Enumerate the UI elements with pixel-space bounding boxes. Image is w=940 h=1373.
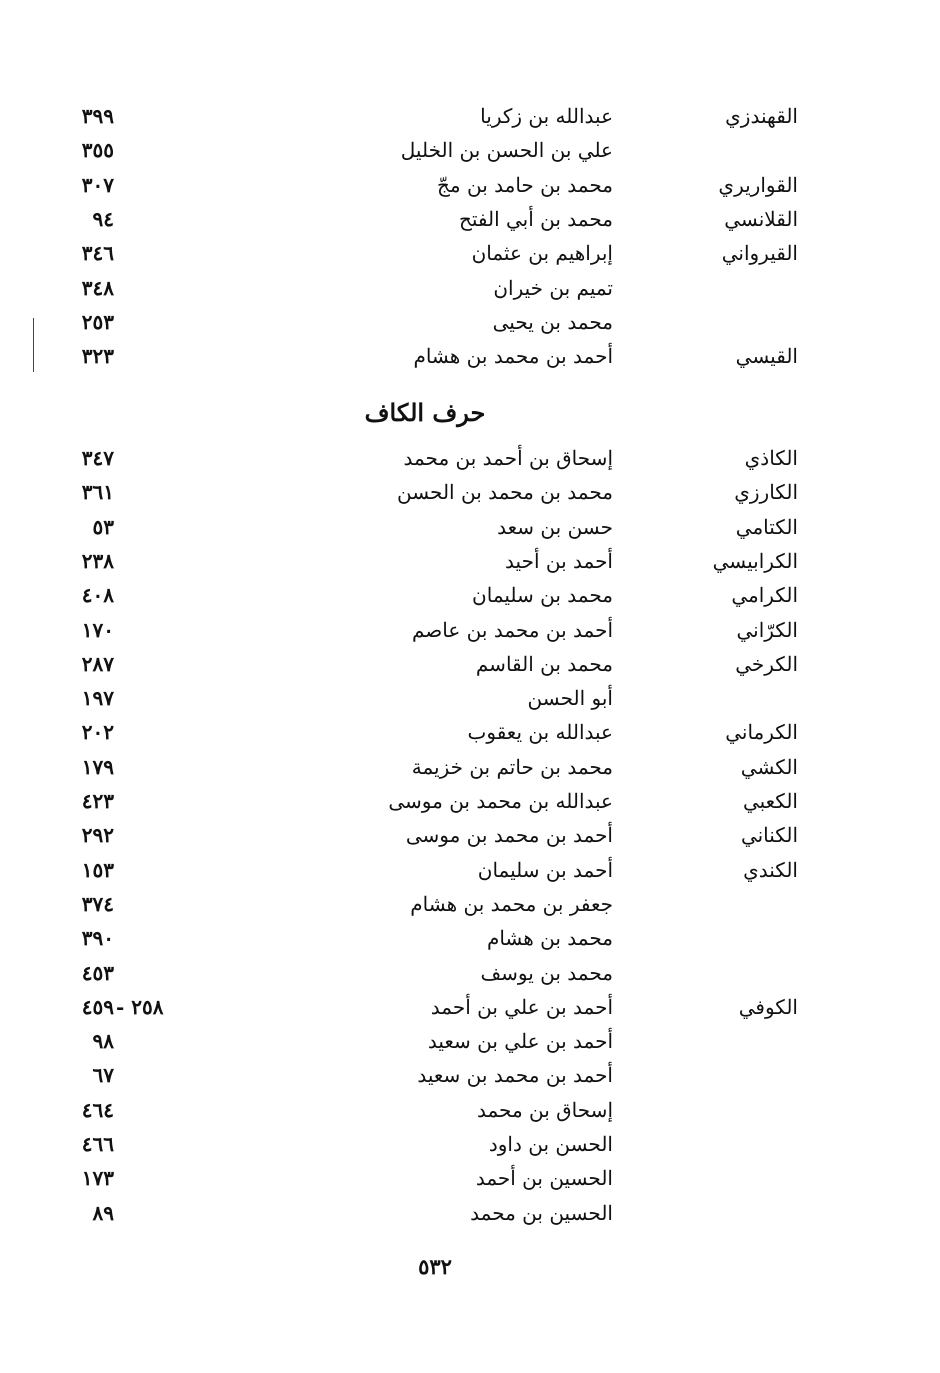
entry-name: أحمد بن علي بن سعيد [427, 1029, 613, 1054]
index-entry [0, 99, 940, 133]
entry-pages [48, 441, 198, 475]
entry-pages [48, 202, 198, 236]
entry-pages [48, 475, 198, 509]
entry-nisba: الكندي [743, 857, 798, 882]
page-ref: ٢٠٢ [81, 720, 114, 745]
entry-pages [48, 853, 198, 887]
entry-pages [48, 956, 198, 990]
entry-nisba: الكرخي [735, 651, 798, 676]
entry-name: محمد بن القاسم [475, 651, 613, 676]
index-entry [0, 133, 940, 167]
entry-pages [48, 647, 198, 681]
page-ref: ٣٠٧ [81, 172, 114, 197]
entry-pages [48, 271, 198, 305]
page-ref: ١٧٩ [81, 754, 114, 779]
page-ref: ٦٧ [92, 1063, 114, 1088]
entry-nisba: القيرواني [721, 241, 798, 266]
entry-name: أحمد بن سليمان [477, 857, 613, 882]
entry-pages [48, 1024, 198, 1058]
index-entry [0, 1196, 940, 1230]
index-entry [0, 613, 940, 647]
entry-pages [48, 715, 198, 749]
entry-pages [48, 236, 198, 270]
entry-name: أحمد بن علي بن أحمد [430, 994, 613, 1019]
entry-pages [48, 510, 198, 544]
entry-pages [48, 1196, 198, 1230]
index-entry [0, 305, 940, 339]
index-entry [0, 1127, 940, 1161]
page-ref: ٤٢٣ [81, 789, 114, 813]
page-ref: ٢٩٢ [81, 823, 114, 848]
page-ref: ٤٦٦ [81, 1132, 114, 1156]
entry-name: أحمد بن محمد بن هشام [413, 344, 613, 369]
index-entry [0, 202, 940, 236]
page-ref: ١٩٧ [81, 686, 114, 711]
index-entry [0, 168, 940, 202]
index-entry [0, 921, 940, 955]
index-entry [0, 271, 940, 305]
entry-name: الحسين بن أحمد [475, 1166, 613, 1191]
index-entry [0, 1161, 940, 1195]
page-ref: ٩٤ [92, 206, 114, 231]
index-entry [0, 750, 940, 784]
page-ref: ٣٤٧ [81, 446, 114, 470]
page-ref: ٣٦١ [81, 480, 114, 505]
index-entry [0, 956, 940, 990]
index-entry [0, 715, 940, 749]
entry-pages [48, 99, 198, 133]
entry-nisba: الكتامي [735, 514, 798, 539]
entry-pages [48, 1127, 198, 1161]
page-ref: ٢٨٧ [81, 651, 114, 676]
entry-nisba: القهندزي [725, 104, 798, 128]
page-ref: ١٧٣ [81, 1166, 114, 1191]
entry-name: جعفر بن محمد بن هشام [410, 891, 613, 916]
index-entry [0, 475, 940, 509]
page-ref: ١٧٠ [81, 617, 114, 642]
entry-pages [48, 990, 198, 1024]
entry-name: إبراهيم بن عثمان [471, 241, 613, 266]
entry-name: حسن بن سعد [497, 514, 613, 539]
entry-name: محمد بن يوسف [480, 960, 613, 985]
entry-pages [48, 168, 198, 202]
page-ref: ٢٥٣ [81, 309, 114, 334]
entry-pages [48, 1058, 198, 1092]
entry-nisba: الكرّاني [736, 617, 798, 642]
entry-pages [48, 921, 198, 955]
entry-name: أحمد بن محمد بن عاصم [412, 617, 613, 642]
page-ref: ٣٧٤ [81, 891, 114, 916]
index-entry [0, 578, 940, 612]
entry-nisba: الكارزي [734, 480, 798, 505]
entry-nisba: القواريري [718, 172, 798, 197]
index-entry [0, 544, 940, 578]
index-entry [0, 887, 940, 921]
entry-pages [48, 1161, 198, 1195]
entry-name: محمد بن أبي الفتح [458, 206, 613, 231]
index-entry [0, 510, 940, 544]
entry-name: إسحاق بن محمد [476, 1097, 613, 1122]
page-ref: ٩٨ [92, 1029, 114, 1054]
page-ref: ٣٤٨ [81, 275, 114, 300]
entry-pages [48, 133, 198, 167]
entry-name: أحمد بن أحيد [505, 548, 613, 573]
index-entry [0, 853, 940, 887]
entry-name: محمد بن هشام [486, 926, 613, 951]
entry-nisba: الكاذي [744, 446, 798, 470]
section-heading: حرف الكاف [364, 398, 486, 427]
page-ref: ١٥٣ [81, 857, 114, 882]
entry-pages [48, 578, 198, 612]
page-ref: ٥٣ [92, 514, 114, 539]
page-ref: ٣٢٣ [81, 344, 114, 369]
page-ref: ٤٦٤ [81, 1097, 114, 1122]
index-entry [0, 236, 940, 270]
entry-pages [48, 339, 198, 373]
entry-name: علي بن الحسن بن الخليل [400, 138, 613, 163]
entry-name: أحمد بن محمد بن موسى [405, 823, 613, 848]
index-entry [0, 784, 940, 818]
page-ref: ٢٣٨ [81, 548, 114, 573]
entry-name: محمد بن محمد بن الحسن [396, 480, 613, 505]
entry-nisba: الكناني [740, 823, 798, 848]
page-ref: ٤٥٩ [81, 994, 114, 1019]
page-ref: ٣٤٦ [81, 241, 114, 266]
entry-nisba: الكعبي [742, 789, 798, 813]
index-entry [0, 818, 940, 852]
entry-nisba: الكرابيسي [712, 548, 798, 573]
entry-pages [48, 681, 198, 715]
entry-name: أبو الحسن [527, 686, 613, 711]
entry-name: محمد بن سليمان [472, 583, 613, 608]
page-number: ٥٣٢ [418, 1254, 452, 1279]
entry-nisba: القلانسي [724, 206, 798, 231]
entry-name: تميم بن خيران [493, 275, 613, 300]
entry-nisba: القيسي [735, 344, 798, 369]
entry-name: عبدالله بن يعقوب [467, 720, 613, 745]
entry-pages [48, 613, 198, 647]
entry-name: عبدالله بن زكريا [480, 104, 613, 128]
index-entry [0, 339, 940, 373]
entry-name: محمد بن يحيى [492, 309, 613, 334]
entry-pages [48, 784, 198, 818]
index-entry [0, 1024, 940, 1058]
page-ref: ٣٩٩ [81, 104, 114, 128]
index-entry [0, 990, 940, 1024]
entry-nisba: الكوفي [738, 994, 798, 1019]
index-entry [0, 647, 940, 681]
page-ref: ٣٩٠ [81, 926, 114, 951]
entry-name: محمد بن حامد بن مجّ [437, 172, 613, 197]
page-ref: ٤٥٣ [81, 960, 114, 985]
entry-name: الحسين بن محمد [470, 1200, 613, 1225]
entry-pages [48, 1093, 198, 1127]
entry-nisba: الكرماني [725, 720, 798, 745]
entry-pages [48, 818, 198, 852]
entry-pages [48, 544, 198, 578]
entry-pages [48, 887, 198, 921]
entry-name: محمد بن حاتم بن خزيمة [411, 754, 613, 779]
page-ref-extra: - ٢٥٨ [116, 994, 164, 1019]
entry-pages [48, 305, 198, 339]
index-entry [0, 1093, 940, 1127]
page-ref: ٣٥٥ [81, 138, 114, 163]
index-entry [0, 441, 940, 475]
index-entry [0, 1058, 940, 1092]
entry-name: الحسن بن داود [488, 1132, 613, 1156]
page-ref: ٨٩ [92, 1200, 114, 1225]
entry-pages [48, 750, 198, 784]
entry-name: إسحاق بن أحمد بن محمد [403, 446, 613, 470]
page-ref: ٤٠٨ [81, 583, 114, 608]
entry-name: عبدالله بن محمد بن موسى [388, 789, 613, 813]
entry-nisba: الكرامي [731, 583, 798, 608]
index-entry [0, 681, 940, 715]
entry-name: أحمد بن محمد بن سعيد [417, 1063, 613, 1088]
entry-nisba: الكشي [740, 754, 798, 779]
